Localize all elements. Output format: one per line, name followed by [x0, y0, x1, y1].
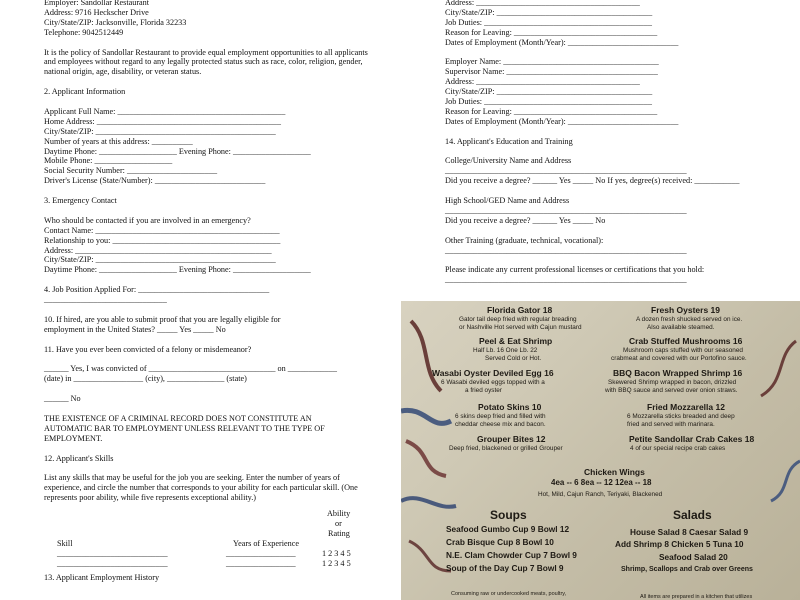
menu-item-desc: 6 Mozzarella sticks breaded and deep: [627, 413, 735, 420]
menu-item-desc: fried and served with marinara.: [627, 421, 715, 428]
menu-item-desc: Hot, Mild, Cajun Ranch, Teriyaki, Blackened: [538, 491, 663, 498]
section-title-salads: Salads: [673, 508, 712, 522]
rating-field: 1 2 3 4 5: [322, 549, 351, 559]
menu-item-title: Petite Sandollar Crab Cakes 18: [629, 434, 755, 444]
menu-row: Seafood Salad 20: [659, 552, 728, 562]
form-field: Dates of Employment (Month/Year): ___________________________: [445, 37, 679, 47]
question-text: 11. Have you ever been convicted of a felony or misdemeanor?: [44, 344, 252, 354]
instruction-text: experience, and circle the number that corresponds to your ability for each particular skill. (One: [44, 483, 358, 493]
form-field: Number of years at this address: __________: [44, 136, 193, 146]
section-heading: 13. Applicant Employment History: [44, 572, 160, 582]
form-field: Reason for Leaving: ___________________________________: [445, 106, 658, 116]
menu-item-price: 4ea -- 6 8ea -- 12 12ea -- 18: [551, 478, 652, 487]
application-form-right: [445, 0, 765, 285]
form-field: Job Duties: _________________________________________: [445, 97, 652, 107]
form-field: ______ Yes, I was convicted of _______________________________ on ____________: [44, 364, 337, 374]
application-form-left: [44, 0, 394, 583]
menu-item-title: Florida Gator 18: [487, 305, 553, 315]
form-field: Did you receive a degree? ______ Yes _____ No If yes, degree(s) received: ___________: [445, 176, 740, 186]
form-field: Address: ________________________________________: [445, 77, 640, 87]
section-heading: 4. Job Position Applied For: ________________________________: [44, 285, 270, 295]
form-field: ___________________________________________________________: [445, 245, 687, 255]
instruction-text: represents poor ability, while five represents exceptional ability.): [44, 493, 256, 503]
menu-item-title: Potato Skins 10: [478, 402, 542, 412]
form-field: City/State/ZIP: ______________________________________: [445, 7, 653, 17]
form-field: Who should be contacted if you are involved in an emergency?: [44, 215, 251, 225]
footer-note: Consuming raw or undercooked meats, poultry,: [451, 591, 567, 597]
menu-item-desc: Mushroom caps stuffed with our seasoned: [623, 347, 743, 354]
section-title-soups: Soups: [490, 508, 527, 522]
menu-row: Crab Bisque Cup 8 Bowl 10: [446, 537, 554, 547]
form-field: City/State/ZIP: ____________________________________________: [44, 255, 276, 265]
form-field: Please indicate any current professional licenses or certifications that you hold:: [445, 265, 705, 275]
menu-item-desc: a fried oyster: [465, 387, 502, 394]
menu-item-title: Grouper Bites 12: [477, 434, 546, 444]
skill-field: ___________________________: [57, 549, 168, 559]
footer-note: All items are prepared in a kitchen that utilizes: [640, 594, 753, 600]
menu-item-desc: Half Lb. 16 One Lb. 22: [473, 347, 538, 354]
form-field: Other Training (graduate, technical, vocational):: [445, 235, 604, 245]
menu-photo: [401, 301, 800, 600]
menu-item-title: BBQ Bacon Wrapped Shrimp 16: [613, 368, 743, 378]
menu-item-desc: A dozen fresh shucked served on ice.: [636, 316, 743, 323]
menu-row: Seafood Gumbo Cup 9 Bowl 12: [446, 524, 570, 534]
form-field: High School/GED Name and Address: [445, 196, 570, 206]
form-field: Home Address: _____________________________________________: [44, 116, 281, 126]
menu-row: House Salad 8 Caesar Salad 9: [630, 527, 749, 537]
menu-item-title: Fresh Oysters 19: [651, 305, 720, 315]
form-field: Social Security Number: ______________________: [44, 166, 218, 176]
form-field: Dates of Employment (Month/Year): ___________________________: [445, 116, 679, 126]
warning-text: EMPLOYMENT.: [44, 433, 103, 443]
form-field: Job Duties: _________________________________________: [445, 17, 652, 27]
form-field: College/University Name and Address: [445, 156, 572, 166]
menu-item-desc: or Nashville Hot served with Cajun mustard: [459, 324, 582, 331]
column-header: Skill: [57, 539, 73, 549]
menu-item-desc: Shrimp, Scallops and Crab over Greens: [621, 566, 753, 573]
menu-item-desc: crabmeat and covered with our Portofino sauce.: [611, 355, 747, 362]
years-field: _________________: [226, 549, 296, 559]
form-field: Did you receive a degree? ______ Yes _____ No: [445, 215, 606, 225]
form-field: Mobile Phone: ___________________: [44, 156, 173, 166]
menu-item-desc: with BBQ sauce and served over onion straws.: [605, 387, 738, 394]
form-field: ______ No: [44, 394, 81, 404]
policy-text: It is the policy of Sandollar Restaurant to provide equal employment opportunities to all applicants: [44, 47, 368, 57]
question-text: employment in the United States? _____ Yes _____ No: [44, 324, 226, 334]
employer-line: Employer: Sandollar Restaurant: [44, 0, 150, 7]
section-heading: 14. Applicant's Education and Training: [445, 136, 573, 146]
form-field: Daytime Phone: ___________________ Evening Phone: ___________________: [44, 265, 311, 275]
column-header: Ability: [327, 509, 351, 519]
menu-item-title: Peel & Eat Shrimp: [479, 336, 553, 346]
form-field: Employer Name: ______________________________________: [445, 57, 659, 67]
menu-item-desc: Gator tail deep fried with regular breading: [459, 316, 577, 323]
menu-item-desc: 4 of our special recipe crab cakes: [630, 445, 726, 452]
rating-field: 1 2 3 4 5: [322, 559, 351, 569]
form-field: Address: ________________________________________________: [44, 245, 272, 255]
form-field: City/State/ZIP: ______________________________________: [445, 87, 653, 97]
address-line: Address: 9716 Heckscher Drive: [44, 7, 149, 17]
menu-row: N.E. Clam Chowder Cup 7 Bowl 9: [446, 550, 577, 560]
menu-item-desc: Deep fried, blackened or grilled Grouper: [449, 445, 563, 452]
crab-illustration: [741, 301, 800, 600]
form-field: Relationship to you: _________________________________________: [44, 235, 281, 245]
form-field: Driver's License (State/Number): ___________________________: [44, 176, 266, 186]
form-field: ___________________________________________________________: [445, 166, 687, 176]
instruction-text: List any skills that may be useful for the job you are seeking. Enter the number of years of: [44, 473, 340, 483]
form-field: Applicant Full Name: _________________________________________: [44, 106, 286, 116]
form-field: ___________________________________________________________: [445, 205, 687, 215]
warning-text: THE EXISTENCE OF A CRIMINAL RECORD DOES NOT CONSTITUTE AN: [44, 413, 312, 423]
question-text: 10. If hired, are you able to submit proof that you are legally eligible for: [44, 314, 281, 324]
form-field: Reason for Leaving: ___________________________________: [445, 27, 658, 37]
phone-line: Telephone: 9042512449: [44, 27, 124, 37]
menu-row: Add Shrimp 8 Chicken 5 Tuna 10: [615, 539, 744, 549]
menu-item-title: Wasabi Oyster Deviled Egg 16: [432, 368, 554, 378]
menu-row: Soup of the Day Cup 7 Bowl 9: [446, 563, 564, 573]
section-heading: 2. Applicant Information: [44, 87, 126, 97]
menu-item-title: Fried Mozzarella 12: [647, 402, 725, 412]
menu-item-title: Chicken Wings: [584, 467, 645, 477]
form-field: (date) in _________________ (city), ______________ (state): [44, 374, 247, 384]
policy-text: national origin, age, disability, or veteran status.: [44, 67, 202, 77]
years-field: _________________: [226, 559, 296, 569]
policy-text: and employees without regard to any legally protected status such as race, color, religion, gender,: [44, 57, 363, 67]
menu-item-title: Crab Stuffed Mushrooms 16: [629, 336, 743, 346]
section-heading: 12. Applicant's Skills: [44, 453, 114, 463]
form-field: Daytime Phone: ___________________ Evening Phone: ___________________: [44, 146, 311, 156]
warning-text: AUTOMATIC BAR TO EMPLOYMENT UNLESS RELEVANT TO THE TYPE OF: [44, 423, 325, 433]
form-field: ______________________________: [44, 295, 167, 305]
form-field: ___________________________________________________________: [445, 275, 687, 285]
section-heading: 3. Emergency Contact: [44, 196, 117, 206]
skills-table: [44, 503, 394, 569]
menu-item-desc: Also available steamed.: [647, 324, 715, 331]
form-field: City/State/ZIP: ____________________________________________: [44, 126, 276, 136]
menu-item-desc: 6 Wasabi deviled eggs topped with a: [441, 379, 545, 386]
form-field: Contact Name: _____________________________________________: [44, 225, 280, 235]
city-line: City/State/ZIP: Jacksonville, Florida 32233: [44, 17, 187, 27]
column-header: or: [335, 519, 342, 529]
column-header: Rating: [328, 529, 350, 539]
skill-field: ___________________________: [57, 559, 168, 569]
column-header: Years of Experience: [233, 539, 300, 549]
menu-item-desc: 6 skins deep fried and filled with: [455, 413, 546, 420]
form-field: Supervisor Name: _____________________________________: [445, 67, 658, 77]
menu-item-desc: Skewered Shrimp wrapped in bacon, drizzled: [608, 379, 737, 386]
form-field: Address: ________________________________________: [445, 0, 640, 7]
menu-item-desc: cheddar cheese mix and bacon.: [455, 421, 546, 428]
menu-item-desc: Served Cold or Hot.: [485, 355, 542, 362]
